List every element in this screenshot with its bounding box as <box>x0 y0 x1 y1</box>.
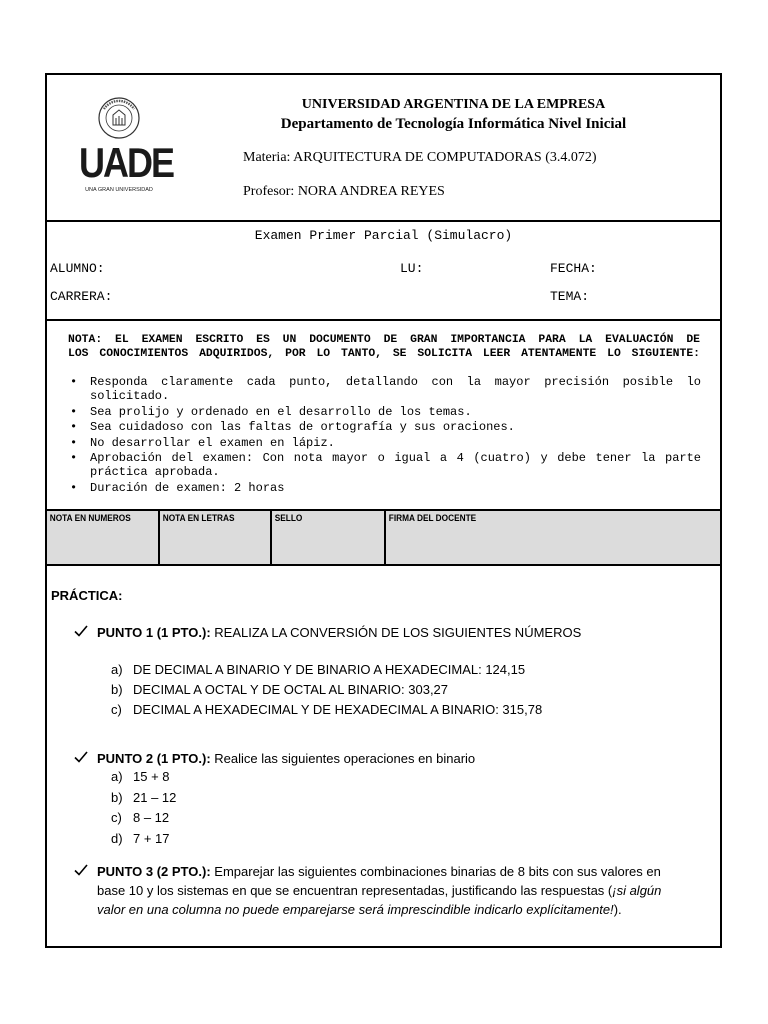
checkmark-icon <box>73 862 89 878</box>
practice-title: PRÁCTICA: <box>51 588 123 603</box>
practice-section <box>47 566 720 946</box>
question-1-item <box>111 680 448 700</box>
header-section <box>47 75 720 222</box>
checkmark-icon <box>73 623 89 639</box>
item-letter: d) <box>111 831 123 846</box>
question-2-text: Realice las siguientes operaciones en binario <box>214 751 476 766</box>
question-3-text: Emparejar las siguientes combinaciones binarias de 8 bits con sus valores en <box>214 864 661 879</box>
item-letter: a) <box>111 769 123 784</box>
checkmark-icon <box>73 749 89 765</box>
instructions-heading-line: LOS CONOCIMIENTOS ADQUIRIDOS, POR LO TANTO, SE SOLICITA LEER ATENTAMENTE LO SIGUIENTE: <box>68 348 700 360</box>
instructions-list <box>68 375 701 496</box>
alumno-field-label: ALUMNO: <box>50 261 105 276</box>
question-1-label: PUNTO 1 (1 PTO.): <box>97 625 211 640</box>
department-name: Departamento de Tecnología Informática Nivel Inicial <box>280 116 627 132</box>
lu-field-label: LU: <box>400 261 424 276</box>
tema-field-label: TEMA: <box>550 289 590 304</box>
instruction-item: • Sea cuidadoso con las faltas de ortografía y sus oraciones. <box>68 420 701 434</box>
fecha-field-label: FECHA: <box>550 261 597 276</box>
instructions-heading-line: NOTA: EL EXAMEN ESCRITO ES UN DOCUMENTO DE GRAN IMPORTANCIA PARA LA EVALUACIÓN DE <box>68 334 700 346</box>
question-2-item <box>111 829 170 849</box>
instructions-section <box>47 321 720 511</box>
subject-line: Materia: ARQUITECTURA DE COMPUTADORAS (3.4.072) <box>243 150 597 165</box>
grade-numbers-cell: NOTA EN NUMEROS <box>49 513 131 523</box>
instruction-item: • Duración de examen: 2 horas <box>68 481 701 495</box>
grades-row <box>47 511 720 566</box>
item-text: 7 + 17 <box>133 831 170 846</box>
professor-line: Profesor: NORA ANDREA REYES <box>243 184 445 199</box>
exam-title: Examen Primer Parcial (Simulacro) <box>254 228 513 243</box>
exam-info-section <box>47 222 720 321</box>
question-3-text: base 10 y los sistemas en que se encuentran representadas, justificando las respuestas ( <box>97 883 613 898</box>
question-1-text: REALIZA LA CONVERSIÓN DE LOS SIGUIENTES NÚMEROS <box>214 625 582 640</box>
grade-letters-cell: NOTA EN LETRAS <box>162 513 235 523</box>
question-2-item <box>111 788 176 808</box>
question-2-label: PUNTO 2 (1 PTO.): <box>97 751 211 766</box>
item-letter: c) <box>111 702 122 717</box>
question-1-item <box>111 660 525 680</box>
question-2-item <box>111 767 170 787</box>
question-3-label: PUNTO 3 (2 PTO.): <box>97 864 211 879</box>
instruction-item: • Aprobación del examen: Con nota mayor o igual a 4 (cuatro) y debe tener la parte práctica aprobada. <box>68 451 701 479</box>
item-text: DECIMAL A OCTAL Y DE OCTAL AL BINARIO: 303,27 <box>133 682 449 697</box>
question-3-note: ¡si algún <box>612 883 662 898</box>
stamp-cell: SELLO <box>274 513 303 523</box>
item-text: 8 – 12 <box>133 810 170 825</box>
question-2-item <box>111 808 169 828</box>
university-name: UNIVERSIDAD ARGENTINA DE LA EMPRESA <box>301 97 606 112</box>
logo-tagline: UNA GRAN UNIVERSIDAD <box>85 187 153 193</box>
instruction-item: • Responda claramente cada punto, detallando con la mayor precisión posible lo solicitado. <box>68 375 701 403</box>
item-text: DE DECIMAL A BINARIO Y DE BINARIO A HEXADECIMAL: 124,15 <box>133 662 526 677</box>
item-letter: b) <box>111 682 123 697</box>
item-text: DECIMAL A HEXADECIMAL Y DE HEXADECIMAL A BINARIO: 315,78 <box>133 702 543 717</box>
item-letter: a) <box>111 662 123 677</box>
instruction-item: • No desarrollar el examen en lápiz. <box>68 436 701 450</box>
question-1-item <box>111 700 542 720</box>
instruction-item: • Sea prolijo y ordenado en el desarrollo de los temas. <box>68 405 701 419</box>
teacher-signature-cell: FIRMA DEL DOCENTE <box>388 513 477 523</box>
instructions-heading <box>68 333 700 361</box>
item-letter: b) <box>111 790 123 805</box>
exam-sheet <box>45 73 722 948</box>
question-3-end: ). <box>613 902 622 917</box>
item-letter: c) <box>111 810 122 825</box>
item-text: 15 + 8 <box>133 769 170 784</box>
carrera-field-label: CARRERA: <box>50 289 113 304</box>
logo-wordmark: UADE <box>79 139 174 187</box>
item-text: 21 – 12 <box>133 790 177 805</box>
question-3-note: valor en una columna no puede emparejarse será imprescindible indicarlo explícitamente! <box>97 902 614 917</box>
